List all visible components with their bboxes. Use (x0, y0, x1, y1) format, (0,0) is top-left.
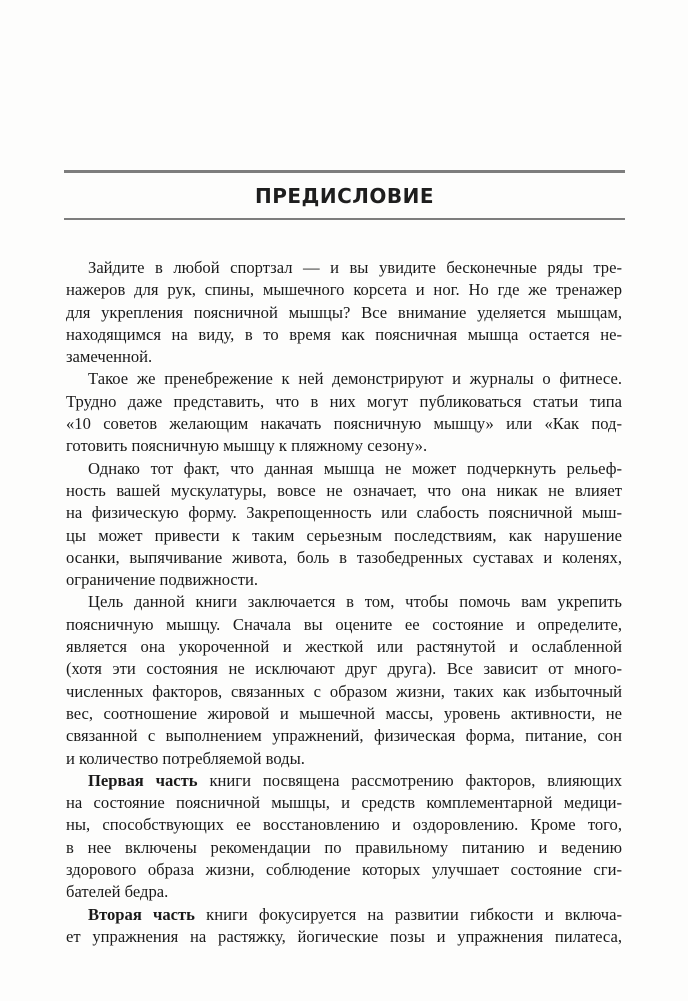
text-line: в нее включены рекомендации по правильному питанию и ведению (66, 837, 622, 857)
text-line: готовить поясничную мышцу к пляжному сезону». (66, 436, 428, 456)
text-line: Трудно даже представить, что в них могут публиковаться статьи типа (66, 391, 622, 411)
part-one-label: Первая часть (88, 770, 198, 790)
text-line: замеченной. (66, 347, 153, 367)
text-line: численных факторов, связанных с образом жизни, таких как избыточный (66, 681, 622, 701)
text-line: связанной с выполнением упражнений, физическая форма, питание, сон (66, 726, 622, 746)
text-line: «10 советов желающим накачать поясничную мышцу» или «Как под- (66, 414, 622, 434)
text-line: Зайдите в любой спортзал — и вы увидите бесконечные ряды тре- (88, 258, 622, 277)
text-line: Цель данной книги заключается в том, чтобы помочь вам укрепить (88, 592, 622, 612)
text-line: является она укороченной и жесткой или растянутой и ослабленной (66, 637, 622, 657)
text-line: ет упражнения на растяжку, йогические позы и упражнения пилатеса, (66, 926, 622, 946)
text-line: для укрепления поясничной мышцы? Все внимание уделяется мышцам, (66, 302, 622, 322)
paragraph-2 (66, 368, 622, 457)
text-line (66, 770, 622, 792)
text-line: находящимся на виду, в то время как поясничная мышца остается не- (66, 324, 622, 344)
chapter-title: ПРЕДИСЛОВИЕ (254, 184, 435, 208)
text-line: Такое же пренебрежение к ней демонстрируют и журналы о фитнесе. (88, 369, 622, 389)
text-line: бателей бедра. (66, 882, 169, 902)
text-line: осанки, выпячивание живота, боль в тазобедренных суставах и коленях, (66, 547, 622, 567)
paragraph-5 (66, 770, 622, 904)
text-line: ны, способствующих ее восстановлению и оздоровлению. Кроме того, (66, 815, 622, 835)
paragraph-1 (66, 257, 622, 368)
text-line: вес, соотношение жировой и мышечной массы, уровень активности, не (66, 703, 622, 723)
paragraph-6 (66, 904, 622, 949)
part-two-label: Вторая часть (88, 904, 195, 924)
title-rule-bottom (64, 218, 625, 220)
text-line: поясничную мышцу. Сначала вы оцените ее состояние и определите, (66, 614, 622, 634)
title-rule-top (64, 170, 625, 173)
text-line: нажеров для рук, спины, мышечного корсета и ног. Но где же тренажер (66, 280, 622, 300)
text-run: книги фокусируется на развитии гибкости и включа- (194, 904, 622, 924)
text-line: и количество потребляемой воды. (66, 748, 305, 768)
text-line: (хотя эти состояния не исключают друг друга). Все зависит от много- (66, 659, 622, 679)
paragraph-4 (66, 591, 622, 769)
text-line: цы может привести к таким серьезным последствиям, как нарушение (66, 525, 622, 545)
body-text (66, 257, 622, 948)
text-line: здорового образа жизни, соблюдение которых улучшает состояние сги- (66, 860, 622, 880)
text-line: ограничение подвижности. (66, 570, 259, 590)
text-line: Однако тот факт, что данная мышца не может подчеркнуть рельеф- (88, 458, 622, 478)
text-line: на физическую форму. Закрепощенность или слабость поясничной мыш- (66, 503, 622, 523)
text-line: на состояние поясничной мышцы, и средств комплементарной медици- (66, 793, 622, 813)
paragraph-3 (66, 458, 622, 592)
text-line (66, 904, 622, 926)
text-line: ность вашей мускулатуры, вовсе не означает, что она никак не влияет (66, 480, 622, 500)
text-run: книги посвящена рассмотрению факторов, влияющих (197, 770, 622, 790)
